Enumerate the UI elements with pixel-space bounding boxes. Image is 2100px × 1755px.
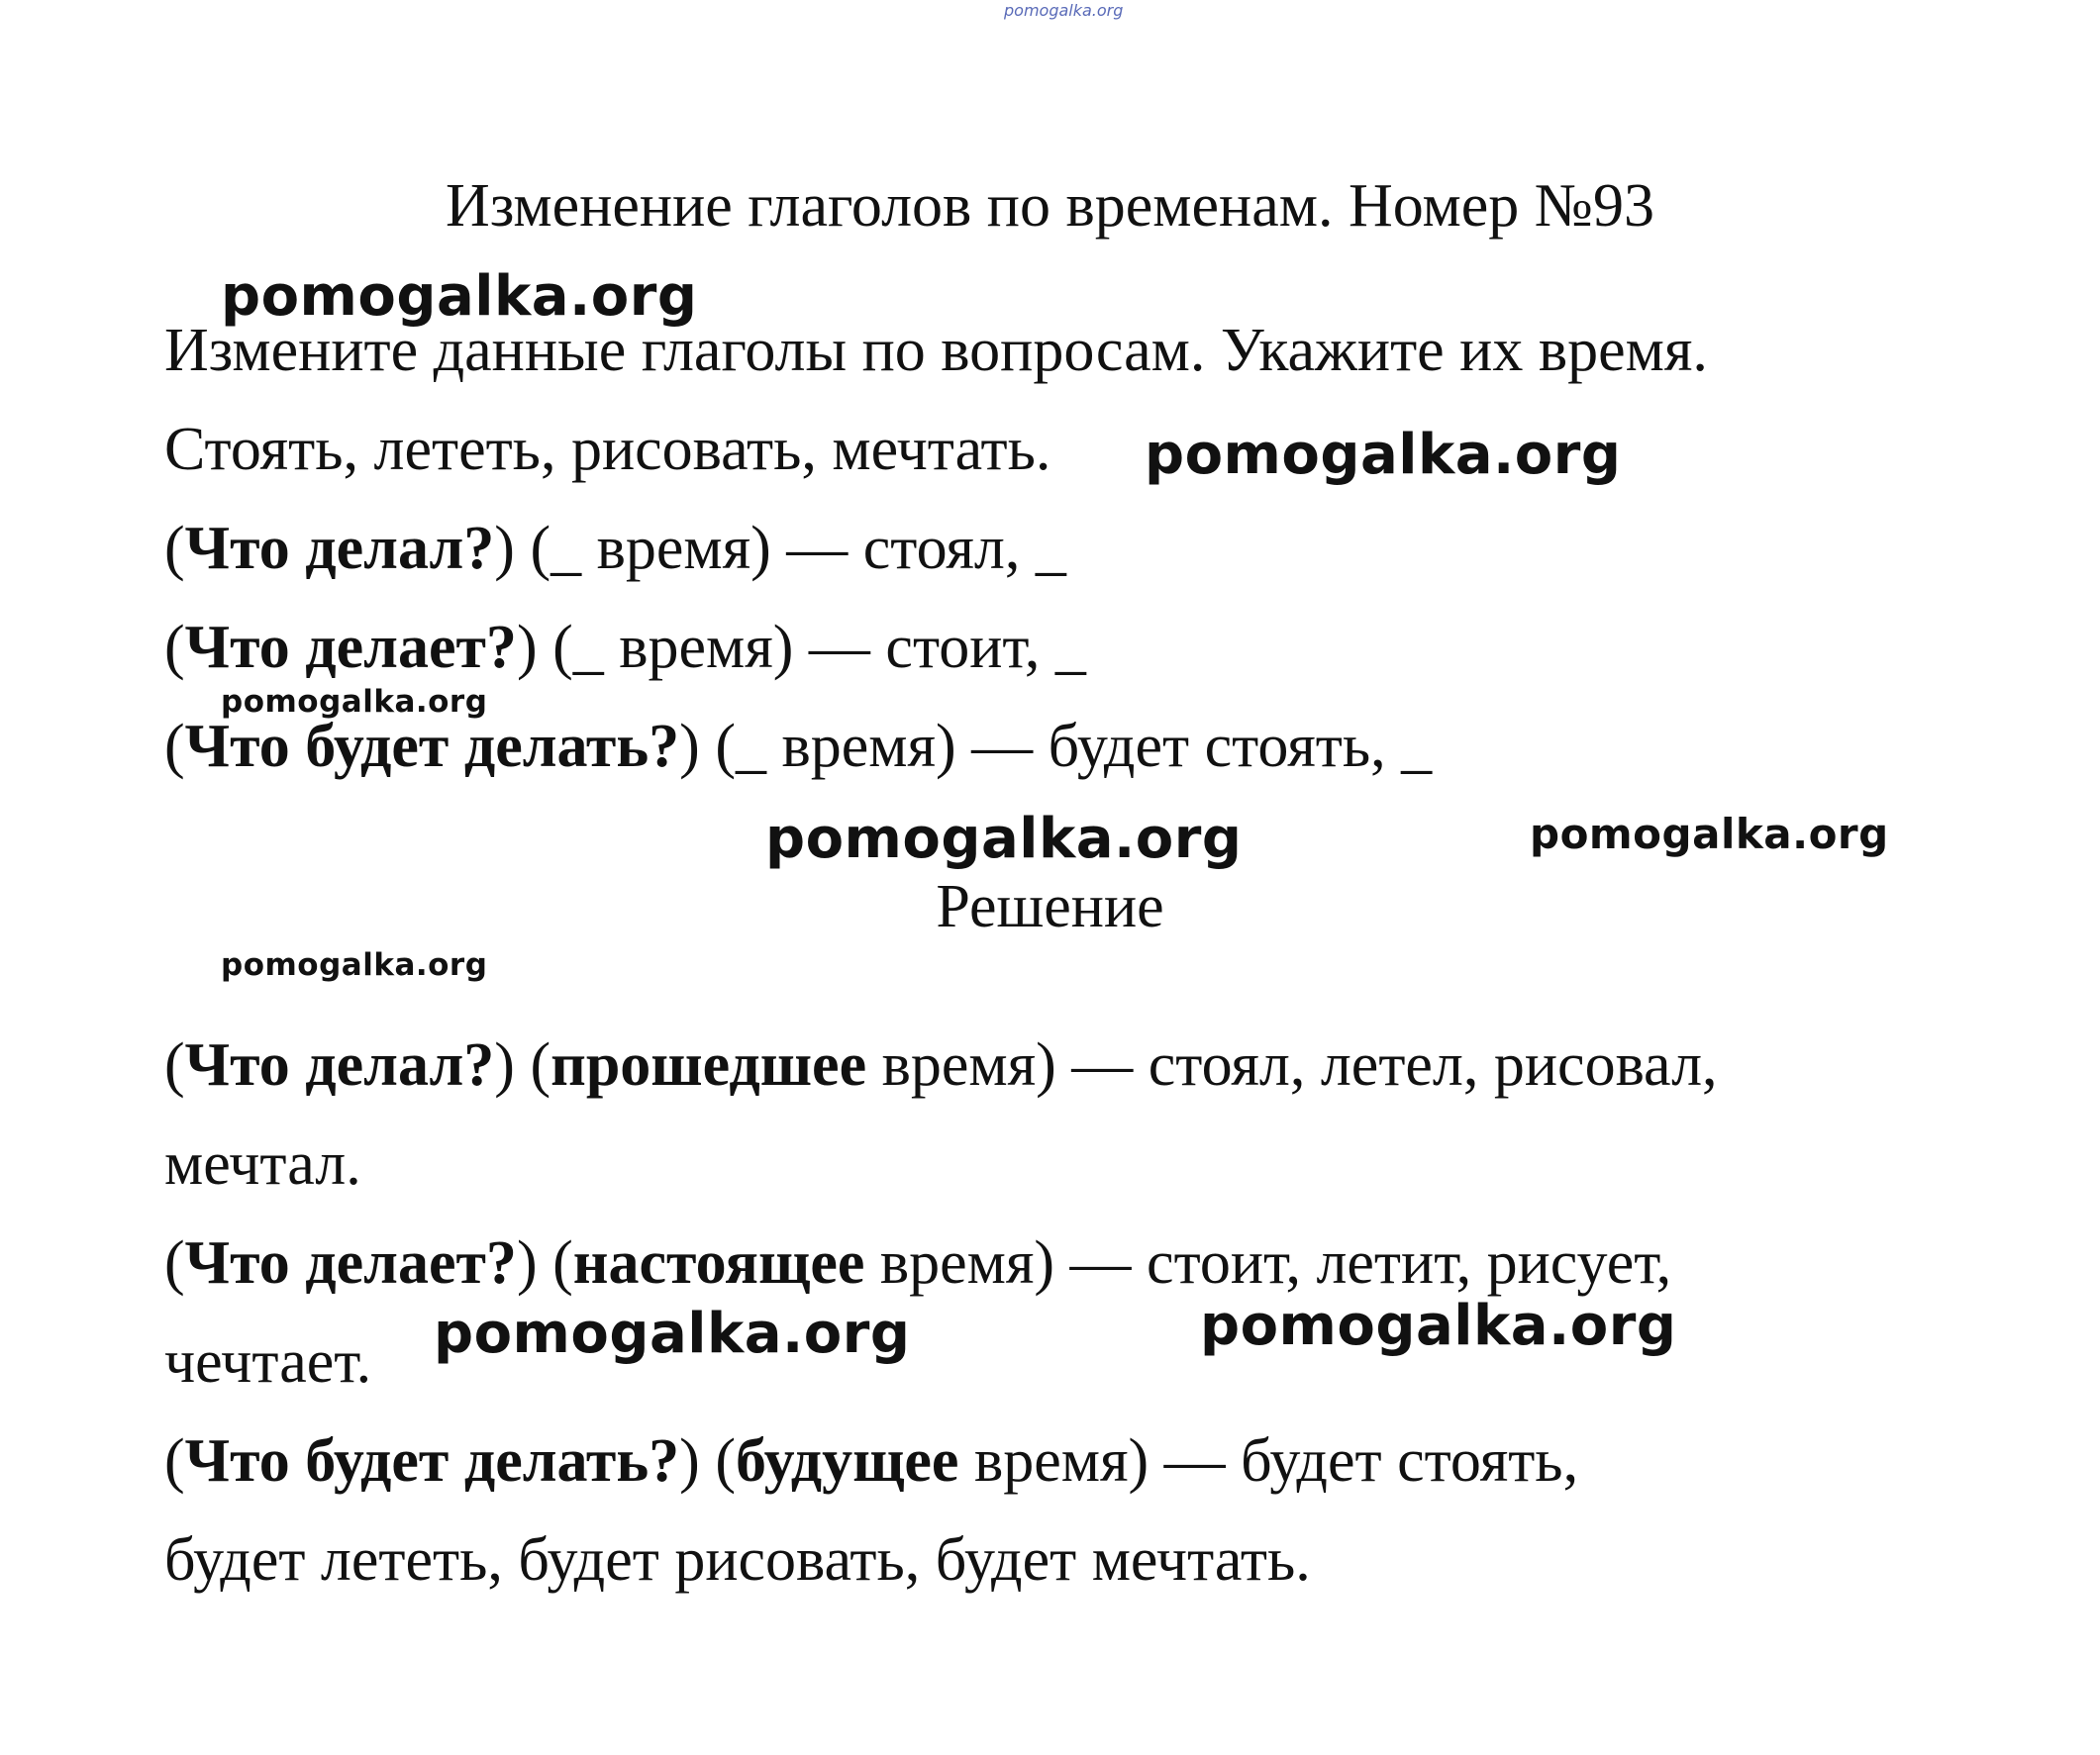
tense-label: настоящее [572, 1229, 865, 1297]
question-label: Что будет делать? [184, 713, 680, 780]
watermark: pomogalka.org [1530, 810, 1889, 858]
watermark: pomogalka.org [221, 684, 488, 720]
task-row-text: ) (_ время) — будет стоять, _ [679, 713, 1433, 780]
watermark: pomogalka.org [434, 1302, 911, 1366]
solution-present-line2: чечтает. [164, 1328, 372, 1396]
solution-text: время) — стоял, летел, рисовал, [866, 1031, 1718, 1099]
question-label: Что будет делать? [184, 1427, 680, 1495]
solution-heading: Решение [936, 873, 1164, 940]
watermark: pomogalka.org [765, 807, 1243, 871]
solution-text: время) — будет стоять, [958, 1427, 1579, 1495]
solution-text: время) — стоит, летит, рисует, [864, 1229, 1672, 1297]
question-label: Что делал? [184, 1031, 495, 1099]
tense-label: будущее [735, 1427, 959, 1495]
page-title: Изменение глаголов по временам. Номер №93 [446, 172, 1654, 240]
solution-future-line1: (Что будет делать?) (будущее время) — будет стоять, [164, 1427, 1579, 1495]
task-row-present: (Что делает?) (_ время) — стоит, _ [164, 614, 1086, 681]
task-verbs: Стоять, лететь, рисовать, мечтать. [164, 416, 1051, 483]
task-row-past: (Что делал?) (_ время) — стоял, _ [164, 515, 1066, 582]
watermark: pomogalka.org [1200, 1294, 1677, 1358]
tense-label: прошедшее [550, 1031, 867, 1099]
task-instruction: Измените данные глаголы по вопросам. Укажите их время. [164, 317, 1708, 384]
solution-past-line2: мечтал. [164, 1130, 361, 1198]
question-label: Что делает? [184, 614, 517, 681]
task-row-text: ) (_ время) — стоит, _ [516, 614, 1086, 681]
solution-past-line1: (Что делал?) (прошедшее время) — стоял, летел, рисовал, [164, 1031, 1718, 1099]
watermark: pomogalka.org [221, 947, 488, 983]
header-watermark: pomogalka.org [1004, 1, 1124, 20]
solution-future-line2: будет лететь, будет рисовать, будет мечтать. [164, 1526, 1311, 1594]
solution-present-line1: (Что делает?) (настоящее время) — стоит, летит, рисует, [164, 1229, 1672, 1297]
task-row-text: ) (_ время) — стоял, _ [494, 515, 1066, 582]
watermark: pomogalka.org [1145, 423, 1622, 487]
question-label: Что делал? [184, 515, 495, 582]
question-label: Что делает? [184, 1229, 517, 1297]
task-row-future: (Что будет делать?) (_ время) — будет стоять, _ [164, 713, 1433, 780]
watermark: pomogalka.org [221, 264, 698, 329]
